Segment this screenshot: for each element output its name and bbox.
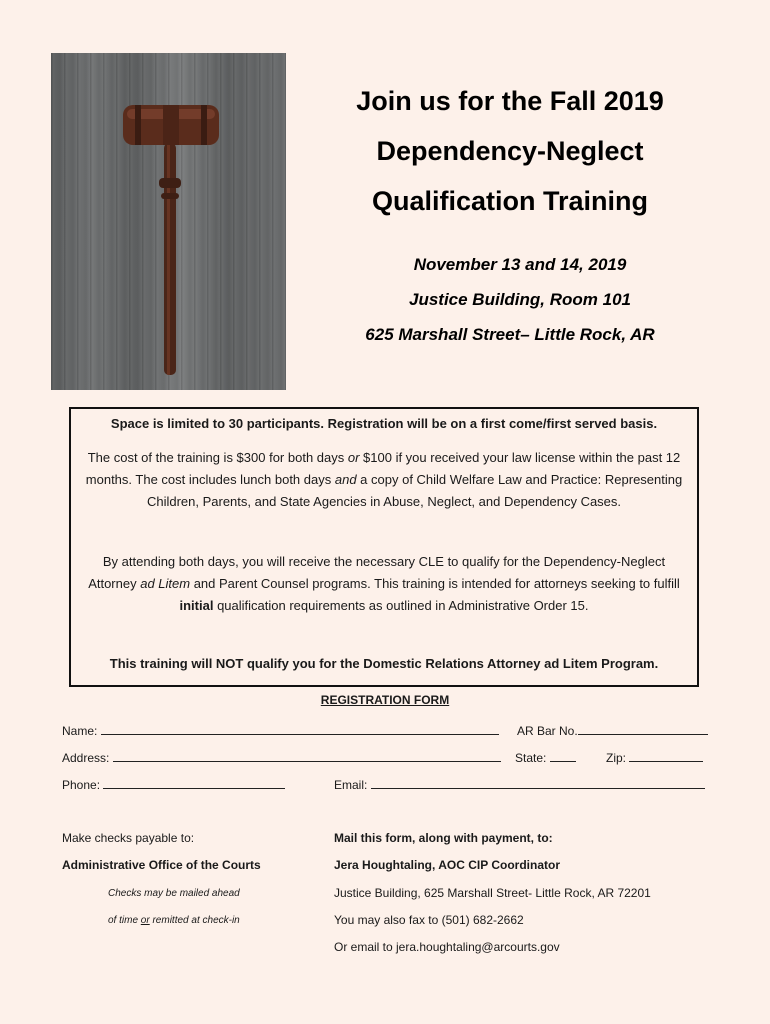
payable-label: Make checks payable to: <box>62 831 195 845</box>
payee-name: Administrative Office of the Courts <box>62 858 261 872</box>
phone-field[interactable] <box>62 776 285 792</box>
payment-note-part: remitted at check-in <box>149 915 240 926</box>
cle-initial: initial <box>179 598 214 613</box>
name-input-line[interactable] <box>101 722 499 735</box>
state-label: State: <box>515 751 547 765</box>
cle-text-part: By attending both days, you will receive the necessary CLE to qualify for the Dependency-Neglect Attorney <box>88 554 666 591</box>
title-line-3: Qualification Training <box>371 186 649 216</box>
gavel-photo <box>51 53 286 390</box>
event-address: 625 Marshall Street– Little Rock, AR <box>365 325 655 344</box>
not-qualify-text: This training will NOT qualify you for the Domestic Relations Attorney ad Litem Program. <box>109 656 659 671</box>
address-field[interactable] <box>62 749 501 765</box>
mail-label: Mail this form, along with payment, to: <box>334 831 553 845</box>
state-input-line[interactable] <box>550 749 576 762</box>
cost-text-part: a copy of Child Welfare Law and Practice: Representing Children, Parents, and State Agencies in Abuse, Neglect, and Dependency Cases. <box>146 472 683 509</box>
zip-field[interactable] <box>606 749 703 765</box>
payment-note-1: Checks may be mailed ahead <box>108 888 240 899</box>
state-field[interactable] <box>515 749 576 765</box>
name-field[interactable] <box>62 722 499 738</box>
email-input-line[interactable] <box>371 776 705 789</box>
cost-and: and <box>334 472 357 487</box>
mail-address: Justice Building, 625 Marshall Street- Little Rock, AR 72201 <box>334 886 651 900</box>
payment-note-or: or <box>140 915 150 926</box>
cost-text <box>71 447 697 513</box>
payment-note-part: of time <box>108 915 141 926</box>
event-building: Justice Building, Room 101 <box>409 290 631 309</box>
gavel-icon <box>51 53 286 390</box>
fax-text: You may also fax to (501) 682-2662 <box>334 913 524 927</box>
cost-text-part: The cost of the training is $300 for both days <box>87 450 348 465</box>
bar-number-label: AR Bar No. <box>517 724 578 738</box>
bar-number-input-line[interactable] <box>578 722 708 735</box>
event-dates: November 13 and 14, 2019 <box>413 255 627 274</box>
cle-adlitem: ad Litem <box>140 576 191 591</box>
email-label: Email: <box>334 778 368 792</box>
title-line-2: Dependency-Neglect <box>376 136 644 166</box>
title-line-1: Join us for the Fall 2019 <box>356 86 664 116</box>
address-label: Address: <box>62 751 110 765</box>
mail-recipient: Jera Houghtaling, AOC CIP Coordinator <box>334 858 561 872</box>
cost-or: or <box>347 450 360 465</box>
registration-form-title: REGISTRATION FORM <box>320 693 450 707</box>
bar-number-field[interactable] <box>517 722 708 738</box>
address-input-line[interactable] <box>113 749 501 762</box>
cost-text-part: $100 if you received your law license within the past 12 months. The cost includes lunch both days <box>85 450 681 487</box>
cle-text-part: and Parent Counsel programs. This training is intended for attorneys seeking to fulfill <box>190 576 680 591</box>
zip-label: Zip: <box>606 751 627 765</box>
email-field[interactable] <box>334 776 705 792</box>
name-label: Name: <box>62 724 98 738</box>
zip-input-line[interactable] <box>629 749 703 762</box>
phone-label: Phone: <box>62 778 101 792</box>
email-contact-text: Or email to jera.houghtaling@arcourts.gov <box>334 940 560 954</box>
phone-input-line[interactable] <box>103 776 285 789</box>
cle-text <box>71 551 697 617</box>
info-box <box>69 407 699 687</box>
limit-text: Space is limited to 30 participants. Registration will be on a first come/first served basis. <box>110 416 658 431</box>
cle-text-part: qualification requirements as outlined in Administrative Order 15. <box>213 598 589 613</box>
payment-note-2 <box>108 915 240 926</box>
